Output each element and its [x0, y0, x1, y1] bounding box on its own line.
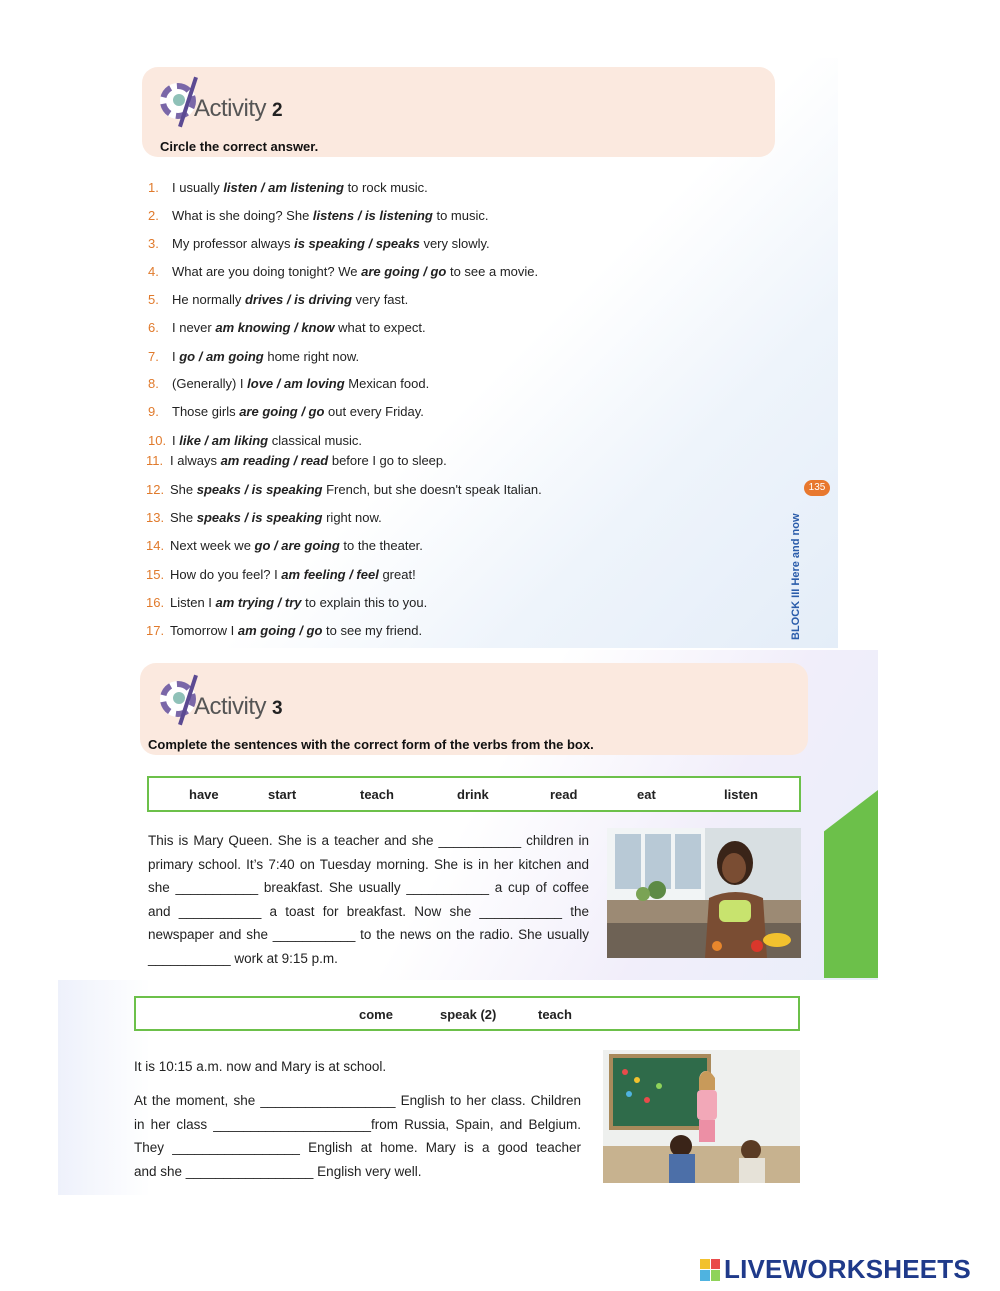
verb-word: have	[189, 787, 219, 802]
answer-options[interactable]: are going / go	[239, 404, 325, 419]
exercise-item	[148, 264, 538, 279]
item-text: I usually	[172, 180, 224, 195]
classroom-teacher-photo	[603, 1050, 800, 1183]
verb-word: read	[550, 787, 578, 802]
paragraph-line: This is Mary Queen. She is a teacher and she ___________ children in	[148, 833, 589, 848]
activity-number: 3	[272, 698, 283, 719]
exercise-item	[148, 320, 426, 335]
item-text: She	[170, 510, 197, 525]
exercise-item	[146, 482, 542, 497]
verb-box-2	[134, 996, 800, 1031]
exercise-item	[146, 567, 416, 582]
item-number: 5.	[148, 292, 159, 307]
item-number: 15.	[146, 567, 165, 582]
exercise-item	[148, 180, 428, 195]
item-number: 1.	[148, 180, 159, 195]
mary-school-intro: It is 10:15 a.m. now and Mary is at school.	[134, 1059, 387, 1074]
item-number: 12.	[146, 482, 165, 497]
item-text: what to expect.	[334, 320, 426, 335]
item-text: out every Friday.	[324, 404, 424, 419]
answer-options[interactable]: am going / go	[237, 623, 323, 638]
exercise-item	[148, 208, 488, 223]
answer-options[interactable]: like / am liking	[179, 433, 269, 448]
paragraph-line: primary school. It’s 7:40 on Tuesday morning. She is in her kitchen and	[148, 856, 589, 872]
logo-cube-icon	[700, 1259, 720, 1281]
item-text: What is she doing? She	[172, 208, 313, 223]
answer-options[interactable]: drives / is driving	[244, 292, 352, 307]
exercise-item	[148, 376, 429, 391]
answer-options[interactable]: go / are going	[254, 538, 340, 553]
paragraph-line: she ___________ breakfast. She usually ___________ a cup of coffee	[148, 880, 589, 895]
item-number: 17.	[146, 623, 165, 638]
verb-word: listen	[724, 787, 758, 802]
item-text: Listen I	[170, 595, 216, 610]
kitchen-woman-photo	[607, 828, 801, 958]
item-number: 3.	[148, 236, 159, 251]
item-number: 16.	[146, 595, 165, 610]
item-number: 8.	[148, 376, 159, 391]
exercise-item	[148, 292, 408, 307]
answer-options[interactable]: am trying / try	[215, 595, 302, 610]
activity-title-text: Activity	[194, 693, 267, 720]
activity-2-instruction: Circle the correct answer.	[160, 139, 319, 154]
answer-options[interactable]: listens / is listening	[312, 208, 433, 223]
item-text: I	[172, 349, 180, 364]
item-text: She	[170, 482, 197, 497]
mary-school-paragraph	[134, 1089, 581, 1183]
paragraph-line: and she _________________ English very well.	[134, 1163, 422, 1179]
activity-2-title	[194, 95, 282, 123]
paragraph-line: in her class _____________________from Russia, Spain, and Belgium.	[134, 1116, 581, 1132]
paragraph-line: They _________________ English at home. Mary is a good teacher	[134, 1140, 581, 1155]
item-text: I always	[170, 453, 221, 468]
item-text: very slowly.	[419, 236, 490, 251]
exercise-item	[146, 453, 447, 468]
verb-word: teach	[538, 1007, 572, 1022]
item-text: He normally	[172, 292, 245, 307]
item-number: 4.	[148, 264, 159, 279]
item-text: (Generally) I	[172, 376, 248, 391]
answer-options[interactable]: speaks / is speaking	[196, 510, 323, 525]
activity-number: 2	[272, 100, 283, 121]
item-number: 14.	[146, 538, 165, 553]
item-text: What are you doing tonight? We	[172, 264, 362, 279]
paragraph-line: newspaper and she ___________ to the news on the radio. She usually	[148, 927, 589, 942]
verb-word: come	[359, 1007, 393, 1022]
verb-word: teach	[360, 787, 394, 802]
answer-options[interactable]: am feeling / feel	[281, 567, 379, 582]
item-text: to see my friend.	[322, 623, 423, 638]
item-number: 2.	[148, 208, 159, 223]
activity-title-text: Activity	[194, 95, 267, 122]
item-text: right now.	[322, 510, 382, 525]
item-text: very fast.	[351, 292, 409, 307]
verb-word: drink	[457, 787, 489, 802]
item-text: to rock music.	[343, 180, 428, 195]
item-text: How do you feel? I	[170, 567, 282, 582]
activity-3-title	[194, 693, 282, 721]
item-text: to music.	[432, 208, 489, 223]
exercise-item	[146, 510, 382, 525]
answer-options[interactable]: love / am loving	[247, 376, 345, 391]
item-text: home right now.	[263, 349, 360, 364]
exercise-item	[148, 433, 362, 448]
answer-options[interactable]: speaks / is speaking	[196, 482, 323, 497]
answer-options[interactable]: am reading / read	[220, 453, 329, 468]
item-text: Those girls	[172, 404, 240, 419]
item-number: 13.	[146, 510, 165, 525]
item-text: I never	[172, 320, 216, 335]
item-text: I	[172, 433, 180, 448]
item-text: before I go to sleep.	[328, 453, 447, 468]
item-text: to the theater.	[339, 538, 423, 553]
exercise-item	[146, 538, 423, 553]
item-text: My professor always	[172, 236, 295, 251]
item-text: classical music.	[268, 433, 363, 448]
item-text: to explain this to you.	[301, 595, 428, 610]
verb-word: start	[268, 787, 297, 802]
exercise-item	[148, 349, 359, 364]
item-number: 10.	[148, 433, 167, 448]
mary-morning-paragraph	[148, 829, 589, 970]
item-text: to see a movie.	[446, 264, 539, 279]
logo-text: LIVEWORKSHEETS	[724, 1254, 971, 1284]
liveworksheets-logo[interactable]	[700, 1254, 971, 1285]
item-text: French, but she doesn't speak Italian.	[322, 482, 542, 497]
block-side-label: BLOCK III Here and now	[790, 513, 802, 640]
verb-box-1	[147, 776, 801, 812]
paragraph-line: ___________ work at 9:15 p.m.	[148, 950, 338, 966]
item-text: Mexican food.	[344, 376, 430, 391]
activity-3-instruction: Complete the sentences with the correct form of the verbs from the box.	[148, 737, 594, 752]
answer-options[interactable]: am knowing / know	[215, 320, 335, 335]
page-number: 135	[804, 480, 830, 496]
exercise-item	[148, 404, 424, 419]
exercise-item	[146, 623, 422, 638]
exercise-item	[146, 595, 427, 610]
item-text: great!	[378, 567, 416, 582]
item-number: 9.	[148, 404, 159, 419]
paragraph-line: and ___________ a toast for breakfast. Now she ___________ the	[148, 903, 589, 919]
answer-options[interactable]: are going / go	[361, 264, 447, 279]
verb-word: eat	[637, 787, 656, 802]
answer-options[interactable]: listen / am listening	[223, 180, 344, 195]
exercise-item	[148, 236, 490, 251]
answer-options[interactable]: go / am going	[179, 349, 264, 364]
item-number: 7.	[148, 349, 159, 364]
item-text: Next week we	[170, 538, 255, 553]
item-text: Tomorrow I	[170, 623, 238, 638]
verb-word: speak (2)	[440, 1007, 497, 1022]
answer-options[interactable]: is speaking / speaks	[294, 236, 420, 251]
paragraph-line: At the moment, she __________________ English to her class. Children	[134, 1093, 581, 1108]
item-number: 6.	[148, 320, 159, 335]
item-number: 11.	[146, 453, 164, 468]
